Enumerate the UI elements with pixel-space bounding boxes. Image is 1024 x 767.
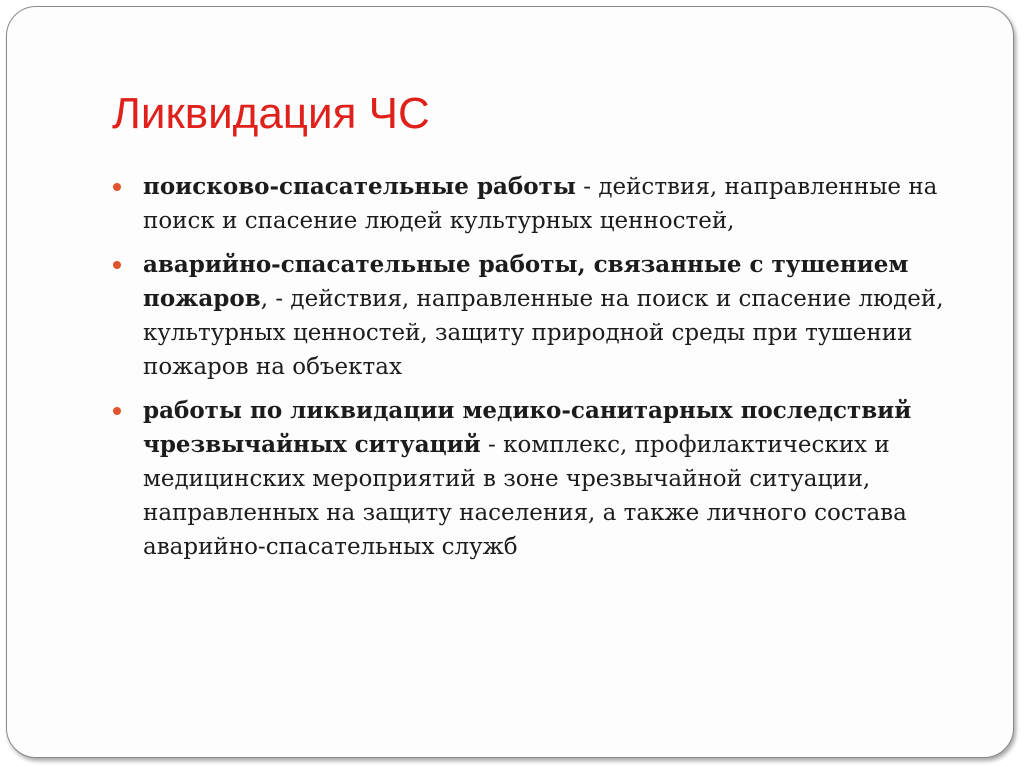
list-item [110, 170, 960, 238]
bullet-dot-icon [113, 183, 121, 191]
item-description: - комплекс, профилактических и медицинских мероприятий в зоне чрезвычайной ситуации, направленных на защиту населения, а также личного состава аварийно-спасательных служб [143, 432, 907, 560]
list-item [110, 394, 960, 564]
slide-title: Ликвидация ЧС [112, 89, 430, 138]
item-term: работы по ликвидации медико-санитарных последствий чрезвычайных ситуаций [143, 397, 912, 458]
item-description: - действия, направленные на поиск и спасение людей культурных ценностей, [143, 174, 938, 234]
item-description: , - действия, направленные на поиск и спасение людей, культурных ценностей, защиту природной среды при тушении пожаров на объектах [143, 286, 944, 380]
bullet-list [110, 170, 960, 574]
bullet-dot-icon [113, 407, 121, 415]
bullet-dot-icon [113, 261, 121, 269]
item-term: аварийно-спасательные работы, связанные с тушением пожаров [143, 251, 909, 312]
item-term: поисково-спасательные работы [143, 173, 576, 200]
list-item [110, 248, 960, 384]
